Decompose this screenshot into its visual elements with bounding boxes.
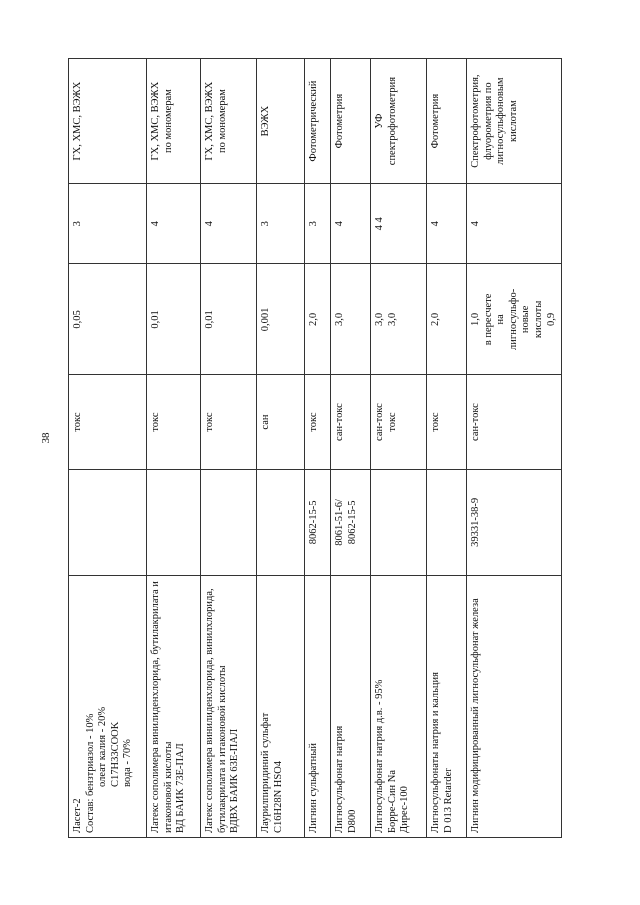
- concentration-value-line: 3,0: [334, 312, 345, 326]
- analysis-method: [69, 59, 147, 184]
- page-number: 38: [40, 432, 52, 444]
- concentration-value: [331, 264, 371, 375]
- substance-name-line: Лигнин модифицированный лигносульфонат железа: [470, 598, 481, 833]
- limiting-indicator: [147, 375, 201, 469]
- cas-number: [467, 469, 562, 575]
- cas-number: [201, 469, 257, 575]
- limiting-indicator: [305, 375, 331, 469]
- limiting-indicator-line: токс: [72, 412, 83, 432]
- cas-number: [147, 469, 201, 575]
- cas-number-line: 8062-15-5: [308, 500, 319, 545]
- analysis-method: [201, 59, 257, 184]
- substance-name-line: Лигнин сульфатный: [308, 743, 319, 833]
- hazard-class: 4: [427, 184, 467, 264]
- concentration-value: [305, 264, 331, 375]
- table-row: [201, 59, 257, 838]
- substance-name-line: D800: [346, 809, 358, 833]
- concentration-value-line: в пересчете: [482, 293, 494, 346]
- substance-name-line: Латекс сополимера винилиденхлорида, винилхлорида, бутилакрилата и итаконовой кислоты: [204, 588, 228, 833]
- substance-name: [331, 575, 371, 837]
- cas-number: [257, 469, 305, 575]
- limiting-indicator-line: сан-токс: [470, 403, 481, 441]
- analysis-method: [331, 59, 371, 184]
- concentration-value-line: 0,01: [150, 310, 161, 329]
- analysis-method-line: Спектрофотометрия,: [470, 74, 481, 168]
- hazard-class: 3: [305, 184, 331, 264]
- limiting-indicator: [467, 375, 562, 469]
- analysis-method-line: по мономерам: [162, 89, 174, 154]
- substance-name-line: Борре-Син Na: [386, 769, 398, 833]
- substance-name-line: Дирес-100: [399, 786, 411, 833]
- concentration-value: [427, 264, 467, 375]
- concentration-value: [467, 264, 562, 375]
- substance-name-line: ВДВХ БАИК 63Е-ПАЛ: [229, 728, 241, 833]
- cas-number-line: 8062-15-5: [346, 500, 358, 545]
- hazard-class: 3: [69, 184, 147, 264]
- limiting-indicator: [257, 375, 305, 469]
- concentration-value: [257, 264, 305, 375]
- limiting-indicator-line: токс: [150, 412, 161, 432]
- limiting-indicator-line: сан-токс: [334, 403, 345, 441]
- analysis-method: [147, 59, 201, 184]
- substance-name: [201, 575, 257, 837]
- limiting-indicator: [371, 375, 427, 469]
- cas-number-line: 8061-51-6/: [334, 499, 345, 546]
- limiting-indicator-line: сан-токс: [374, 403, 385, 441]
- analysis-method-line: УФ: [374, 113, 385, 129]
- substance-name-line: D 013 Retarder: [442, 768, 454, 833]
- substance-name-line: Лигносульфонаты натрия и кальция: [430, 672, 441, 833]
- concentration-value-line: кислоты: [532, 300, 544, 339]
- table-row: [467, 59, 562, 838]
- analysis-method-line: Фотометрический: [308, 80, 319, 162]
- hazard-class: 4: [201, 184, 257, 264]
- hazard-class: 4: [467, 184, 562, 264]
- analysis-method-line: ВЭЖХ: [260, 105, 271, 137]
- limiting-indicator-line: токс: [430, 412, 441, 432]
- concentration-value: [371, 264, 427, 375]
- substance-name-line: Лигносульфонат натрия д.в. - 95%: [374, 679, 385, 833]
- analysis-method: [427, 59, 467, 184]
- limiting-indicator: [201, 375, 257, 469]
- analysis-method-line: Фотометрия: [430, 93, 441, 149]
- hazard-class: 4 4: [371, 184, 427, 264]
- analysis-method-line: спектрофотометрия: [386, 76, 398, 166]
- substance-name-line: ВД БАИК 73Е-ПАЛ: [175, 743, 187, 833]
- table-row: [147, 59, 201, 838]
- concentration-value: [69, 264, 147, 375]
- substance-name-line: Лаурилпиридиний сульфат: [260, 712, 271, 833]
- cas-number: [305, 469, 331, 575]
- substance-name-line: C16H28N HSO4: [272, 760, 284, 833]
- analysis-method-line: ГХ, ХМС, ВЭЖХ: [150, 81, 161, 161]
- concentration-value-line: 2,0: [308, 312, 319, 326]
- hazard-class: 4: [331, 184, 371, 264]
- substance-name: [69, 575, 147, 837]
- substances-table: [68, 58, 562, 838]
- analysis-method-line: лигносульфоновым: [495, 77, 507, 165]
- substance-name-line: Латекс сополимера винилиденхлорида, бутилакрилата и итаконовой кислоты: [150, 581, 174, 833]
- analysis-method: [305, 59, 331, 184]
- analysis-method-line: кислотам: [507, 100, 519, 142]
- limiting-indicator: [69, 375, 147, 469]
- hazard-class: 4: [147, 184, 201, 264]
- table-row: [305, 59, 331, 838]
- substance-name: [257, 575, 305, 837]
- limiting-indicator-line: токс: [204, 412, 215, 432]
- table-row: [331, 59, 371, 838]
- analysis-method: [467, 59, 562, 184]
- concentration-value-line: 2,0: [430, 312, 441, 326]
- substance-name: [467, 575, 562, 837]
- concentration-value-line: лигносульфо-: [507, 288, 519, 350]
- concentration-value: [147, 264, 201, 375]
- concentration-value: [201, 264, 257, 375]
- analysis-method-line: ГХ, ХМС, ВЭЖХ: [204, 81, 215, 161]
- substance-name-line: Ласет-2: [72, 798, 83, 833]
- analysis-method: [257, 59, 305, 184]
- substance-name-component: C17H33COOK: [109, 721, 121, 787]
- substance-name: [147, 575, 201, 837]
- limiting-indicator: [427, 375, 467, 469]
- substance-name: [305, 575, 331, 837]
- substance-name-line: Лигносульфонат натрия: [334, 725, 345, 833]
- analysis-method-line: флуорометрия по: [482, 82, 494, 160]
- concentration-value-line: 0,9: [545, 312, 557, 326]
- substance-name-line: Состав: бензтриазол - 10%: [84, 713, 96, 833]
- substances-table-rotated: [68, 58, 556, 838]
- analysis-method-line: по мономерам: [216, 89, 228, 154]
- substance-name-component: вода - 70%: [122, 739, 134, 787]
- substance-name: [427, 575, 467, 837]
- concentration-value-line: 0,05: [72, 310, 83, 329]
- substance-name-component: олеат калия - 20%: [97, 706, 109, 787]
- concentration-value-line: 0,01: [204, 310, 215, 329]
- cas-number: [331, 469, 371, 575]
- analysis-method-line: Фотометрия: [334, 93, 345, 149]
- limiting-indicator-line: сан: [260, 414, 271, 430]
- cas-number-line: 39331-38-9: [470, 497, 481, 547]
- limiting-indicator: [331, 375, 371, 469]
- cas-number: [427, 469, 467, 575]
- concentration-value-line: на: [495, 314, 507, 325]
- concentration-value-line: новые: [520, 305, 532, 334]
- hazard-class: 3: [257, 184, 305, 264]
- substance-name: [371, 575, 427, 837]
- table-row: [69, 59, 147, 838]
- table-row: [371, 59, 427, 838]
- cas-number: [69, 469, 147, 575]
- concentration-value-line: 3,0: [386, 312, 398, 326]
- concentration-value-line: 0,001: [260, 307, 271, 332]
- analysis-method-line: ГХ, ХМС, ВЭЖХ: [72, 81, 83, 161]
- cas-number: [371, 469, 427, 575]
- concentration-value-line: 1,0: [470, 312, 481, 326]
- limiting-indicator-line: токс: [308, 412, 319, 432]
- table-row: [257, 59, 305, 838]
- table-row: [427, 59, 467, 838]
- limiting-indicator-line: токс: [386, 412, 398, 432]
- concentration-value-line: 3,0: [374, 312, 385, 326]
- analysis-method: [371, 59, 427, 184]
